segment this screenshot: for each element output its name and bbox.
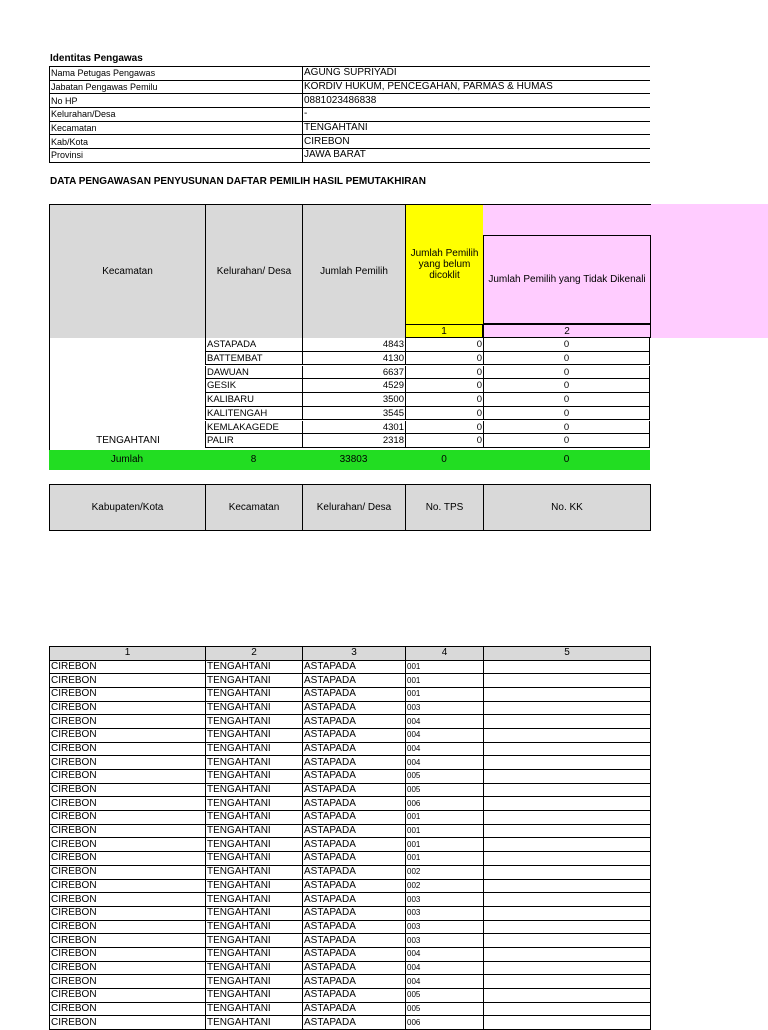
tidak-dikenali-cell: 0: [483, 393, 650, 407]
kab-cell: CIREBON: [50, 879, 206, 893]
kk-cell: [484, 756, 651, 770]
kab-cell: CIREBON: [50, 1002, 206, 1016]
desa-cell: ASTAPADA: [205, 338, 302, 352]
kec-cell: TENGAHTANI: [206, 865, 303, 879]
table-row: [50, 838, 651, 852]
tps-cell: 005: [406, 770, 484, 784]
kk-cell: [484, 947, 651, 961]
desa-cell: DAWUAN: [205, 366, 302, 380]
kab-cell: CIREBON: [50, 756, 206, 770]
detail-header-kk: No. KK: [483, 484, 651, 531]
tps-cell: 004: [406, 947, 484, 961]
identitas-value: AGUNG SUPRIYADI: [303, 67, 651, 81]
table-row: [50, 989, 651, 1003]
desa-cell: ASTAPADA: [303, 893, 406, 907]
tps-cell: 001: [406, 824, 484, 838]
kk-cell: [484, 934, 651, 948]
kec-cell: TENGAHTANI: [206, 783, 303, 797]
kk-cell: [484, 797, 651, 811]
jumlah-pemilih-cell: 4130: [302, 352, 405, 366]
table-row: [50, 961, 651, 975]
jumlah-pemilih-cell: 4301: [302, 421, 405, 435]
kk-cell: [484, 1002, 651, 1016]
desa-cell: ASTAPADA: [303, 975, 406, 989]
kec-cell: TENGAHTANI: [206, 797, 303, 811]
kk-cell: [484, 701, 651, 715]
table-row: [50, 1016, 651, 1030]
kec-cell: TENGAHTANI: [206, 687, 303, 701]
kk-cell: [484, 989, 651, 1003]
kk-cell: [484, 742, 651, 756]
table-row: [50, 701, 651, 715]
tps-cell: 004: [406, 975, 484, 989]
desa-cell: ASTAPADA: [303, 824, 406, 838]
belum-dicoklit-cell: 0: [405, 379, 483, 393]
identitas-row: [50, 94, 651, 108]
tps-cell: 005: [406, 783, 484, 797]
table-row: [50, 797, 651, 811]
tps-cell: 004: [406, 742, 484, 756]
identitas-label: Jabatan Pengawas Pemilu: [50, 80, 303, 94]
kk-cell: [484, 838, 651, 852]
kk-cell: [484, 770, 651, 784]
identitas-value: TENGAHTANI: [303, 121, 651, 135]
kec-cell: TENGAHTANI: [206, 893, 303, 907]
desa-cell: ASTAPADA: [303, 961, 406, 975]
kec-cell: TENGAHTANI: [206, 660, 303, 674]
table-row: [50, 660, 651, 674]
table-row: [50, 674, 651, 688]
desa-cell: ASTAPADA: [303, 797, 406, 811]
kec-cell: TENGAHTANI: [206, 811, 303, 825]
kec-cell: TENGAHTANI: [206, 947, 303, 961]
belum-dicoklit-cell: 0: [405, 421, 483, 435]
kab-cell: CIREBON: [50, 893, 206, 907]
kecamatan-cell: [49, 338, 205, 450]
table-row: [50, 770, 651, 784]
kk-cell: [484, 961, 651, 975]
table-row: [50, 865, 651, 879]
table-row: [50, 742, 651, 756]
desa-cell: ASTAPADA: [303, 674, 406, 688]
kec-cell: TENGAHTANI: [206, 1002, 303, 1016]
desa-cell: ASTAPADA: [303, 838, 406, 852]
tps-cell: 001: [406, 852, 484, 866]
kecamatan-value: TENGAHTANI: [96, 435, 160, 446]
header-top-border: [49, 204, 651, 205]
kab-cell: CIREBON: [50, 1016, 206, 1030]
desa-cell: ASTAPADA: [303, 715, 406, 729]
tps-cell: 006: [406, 1016, 484, 1030]
desa-cell: GESIK: [205, 379, 302, 393]
belum-dicoklit-cell: 0: [405, 434, 483, 448]
kab-cell: CIREBON: [50, 838, 206, 852]
desa-cell: ASTAPADA: [303, 1002, 406, 1016]
kab-cell: CIREBON: [50, 865, 206, 879]
table-row: [50, 811, 651, 825]
desa-cell: KEMLAKAGEDE: [205, 421, 302, 435]
tps-cell: 004: [406, 728, 484, 742]
identitas-value: -: [303, 108, 651, 122]
tps-cell: 001: [406, 687, 484, 701]
kk-cell: [484, 920, 651, 934]
kab-cell: CIREBON: [50, 715, 206, 729]
jumlah-tidak-total: 0: [563, 454, 570, 465]
kk-cell: [484, 783, 651, 797]
tps-cell: 002: [406, 865, 484, 879]
jumlah-desa: 8: [250, 454, 257, 465]
tps-cell: 003: [406, 893, 484, 907]
header-kelurahan: Kelurahan/ Desa: [205, 204, 302, 338]
header-belum-dicoklit: Jumlah Pemilih yang belum dicoklit: [405, 204, 483, 324]
kk-cell: [484, 1016, 651, 1030]
kk-cell: [484, 879, 651, 893]
jumlah-row: [49, 450, 650, 470]
table-row: [50, 975, 651, 989]
table-row: [50, 824, 651, 838]
kec-cell: TENGAHTANI: [206, 852, 303, 866]
detail-header-kab: Kabupaten/Kota: [49, 484, 206, 531]
table-row: [50, 687, 651, 701]
col-number-4: 4: [406, 647, 484, 661]
header-number-2: 2: [483, 324, 651, 338]
desa-cell: ASTAPADA: [303, 728, 406, 742]
desa-cell: ASTAPADA: [303, 770, 406, 784]
kab-cell: CIREBON: [50, 770, 206, 784]
table-row: [50, 728, 651, 742]
col-number-3: 3: [303, 647, 406, 661]
jumlah-pemilih-cell: 6637: [302, 366, 405, 380]
kec-cell: TENGAHTANI: [206, 701, 303, 715]
tps-cell: 004: [406, 961, 484, 975]
kec-cell: TENGAHTANI: [206, 715, 303, 729]
kk-cell: [484, 824, 651, 838]
kec-cell: TENGAHTANI: [206, 920, 303, 934]
jumlah-pemilih-cell: 4529: [302, 379, 405, 393]
belum-dicoklit-cell: 0: [405, 407, 483, 421]
identitas-row: [50, 135, 651, 149]
header-jumlah-pemilih: Jumlah Pemilih: [302, 204, 405, 338]
kec-cell: TENGAHTANI: [206, 975, 303, 989]
kab-cell: CIREBON: [50, 975, 206, 989]
desa-cell: PALIR: [205, 434, 302, 448]
desa-cell: ASTAPADA: [303, 947, 406, 961]
identitas-value: JAWA BARAT: [303, 149, 651, 163]
tps-cell: 001: [406, 838, 484, 852]
desa-cell: KALIBARU: [205, 393, 302, 407]
table-row: [50, 852, 651, 866]
table-row: [50, 756, 651, 770]
detail-header-desa: Kelurahan/ Desa: [302, 484, 406, 531]
jumlah-pemilih-cell: 3500: [302, 393, 405, 407]
kec-cell: TENGAHTANI: [206, 1016, 303, 1030]
desa-cell: ASTAPADA: [303, 783, 406, 797]
kab-cell: CIREBON: [50, 797, 206, 811]
kab-cell: CIREBON: [50, 742, 206, 756]
desa-cell: ASTAPADA: [303, 920, 406, 934]
header-kecamatan: Kecamatan: [49, 204, 205, 338]
desa-cell: ASTAPADA: [303, 811, 406, 825]
identitas-table: [49, 66, 650, 163]
jumlah-pemilih-cell: 4843: [302, 338, 405, 352]
tps-cell: 003: [406, 920, 484, 934]
tps-cell: 004: [406, 715, 484, 729]
desa-cell: ASTAPADA: [303, 852, 406, 866]
tps-cell: 002: [406, 879, 484, 893]
header-number-1: 1: [405, 324, 483, 338]
col-number-1: 1: [50, 647, 206, 661]
identitas-label: Kab/Kota: [50, 135, 303, 149]
kk-cell: [484, 852, 651, 866]
desa-cell: ASTAPADA: [303, 687, 406, 701]
desa-cell: ASTAPADA: [303, 660, 406, 674]
kec-cell: TENGAHTANI: [206, 728, 303, 742]
kab-cell: CIREBON: [50, 934, 206, 948]
desa-cell: ASTAPADA: [303, 906, 406, 920]
identitas-label: No HP: [50, 94, 303, 108]
identitas-label: Kecamatan: [50, 121, 303, 135]
detail-header-kec: Kecamatan: [205, 484, 303, 531]
kk-cell: [484, 811, 651, 825]
table-row: [50, 947, 651, 961]
tps-cell: 003: [406, 701, 484, 715]
desa-cell: KALITENGAH: [205, 407, 302, 421]
kab-cell: CIREBON: [50, 728, 206, 742]
identitas-label: Provinsi: [50, 149, 303, 163]
kab-cell: CIREBON: [50, 920, 206, 934]
kec-cell: TENGAHTANI: [206, 934, 303, 948]
kab-cell: CIREBON: [50, 906, 206, 920]
detail-header-tps: No. TPS: [405, 484, 484, 531]
jumlah-pemilih-total: 33803: [339, 454, 368, 465]
kab-cell: CIREBON: [50, 824, 206, 838]
tps-cell: 003: [406, 934, 484, 948]
tps-cell: 005: [406, 1002, 484, 1016]
kab-cell: CIREBON: [50, 989, 206, 1003]
tidak-dikenali-cell: 0: [483, 366, 650, 380]
header-tidak-dikenali: Jumlah Pemilih yang Tidak Dikenali: [483, 235, 651, 324]
table-row: [50, 879, 651, 893]
kk-cell: [484, 728, 651, 742]
kec-cell: TENGAHTANI: [206, 989, 303, 1003]
desa-cell: ASTAPADA: [303, 934, 406, 948]
kk-cell: [484, 975, 651, 989]
jumlah-pemilih-cell: 3545: [302, 407, 405, 421]
belum-dicoklit-cell: 0: [405, 366, 483, 380]
identitas-row: [50, 149, 651, 163]
kec-cell: TENGAHTANI: [206, 674, 303, 688]
kab-cell: CIREBON: [50, 687, 206, 701]
kab-cell: CIREBON: [50, 947, 206, 961]
kec-cell: TENGAHTANI: [206, 770, 303, 784]
kec-cell: TENGAHTANI: [206, 756, 303, 770]
identitas-row: [50, 108, 651, 122]
kab-cell: CIREBON: [50, 783, 206, 797]
kk-cell: [484, 660, 651, 674]
tps-cell: 004: [406, 756, 484, 770]
kk-cell: [484, 674, 651, 688]
kk-cell: [484, 687, 651, 701]
kec-cell: TENGAHTANI: [206, 742, 303, 756]
kec-cell: TENGAHTANI: [206, 879, 303, 893]
kk-cell: [484, 893, 651, 907]
kab-cell: CIREBON: [50, 674, 206, 688]
identitas-value: 0881023486838: [303, 94, 651, 108]
table-row: [50, 1002, 651, 1016]
identitas-row: [50, 67, 651, 81]
tidak-dikenali-cell: 0: [483, 421, 650, 435]
kab-cell: CIREBON: [50, 811, 206, 825]
desa-cell: ASTAPADA: [303, 742, 406, 756]
tps-cell: 001: [406, 660, 484, 674]
jumlah-label: Jumlah: [110, 454, 144, 465]
identitas-value: KORDIV HUKUM, PENCEGAHAN, PARMAS & HUMAS: [303, 80, 651, 94]
belum-dicoklit-cell: 0: [405, 338, 483, 352]
identitas-label: Nama Petugas Pengawas: [50, 67, 303, 81]
col-number-2: 2: [206, 647, 303, 661]
kab-cell: CIREBON: [50, 660, 206, 674]
jumlah-pemilih-cell: 2318: [302, 434, 405, 448]
belum-dicoklit-cell: 0: [405, 352, 483, 366]
kk-cell: [484, 715, 651, 729]
tps-cell: 005: [406, 989, 484, 1003]
kec-cell: TENGAHTANI: [206, 961, 303, 975]
kec-cell: TENGAHTANI: [206, 838, 303, 852]
table-row: [50, 906, 651, 920]
table-row: [50, 783, 651, 797]
col-number-5: 5: [484, 647, 651, 661]
tidak-dikenali-cell: 0: [483, 338, 650, 352]
kab-cell: CIREBON: [50, 961, 206, 975]
desa-cell: ASTAPADA: [303, 701, 406, 715]
tps-cell: 001: [406, 674, 484, 688]
identitas-value: CIREBON: [303, 135, 651, 149]
tidak-dikenali-cell: 0: [483, 379, 650, 393]
kk-cell: [484, 906, 651, 920]
desa-cell: ASTAPADA: [303, 989, 406, 1003]
desa-cell: ASTAPADA: [303, 865, 406, 879]
tps-cell: 006: [406, 797, 484, 811]
kab-cell: CIREBON: [50, 701, 206, 715]
kec-cell: TENGAHTANI: [206, 824, 303, 838]
belum-dicoklit-cell: 0: [405, 393, 483, 407]
table-row: [50, 893, 651, 907]
desa-cell: ASTAPADA: [303, 756, 406, 770]
table-row: [50, 934, 651, 948]
tps-cell: 001: [406, 811, 484, 825]
identitas-row: [50, 121, 651, 135]
desa-cell: BATTEMBAT: [205, 352, 302, 366]
desa-cell: ASTAPADA: [303, 1016, 406, 1030]
section-title: DATA PENGAWASAN PENYUSUNAN DAFTAR PEMILIH HASIL PEMUTAKHIRAN: [50, 176, 426, 187]
tidak-dikenali-cell: 0: [483, 352, 650, 366]
tidak-dikenali-cell: 0: [483, 407, 650, 421]
kec-cell: TENGAHTANI: [206, 906, 303, 920]
table-row: [50, 920, 651, 934]
tps-cell: 003: [406, 906, 484, 920]
kk-cell: [484, 865, 651, 879]
identitas-row: [50, 80, 651, 94]
table-row: [50, 715, 651, 729]
kab-cell: CIREBON: [50, 852, 206, 866]
identitas-label: Kelurahan/Desa: [50, 108, 303, 122]
identitas-title: Identitas Pengawas: [50, 53, 143, 64]
tidak-dikenali-cell: 0: [483, 434, 650, 448]
desa-cell: ASTAPADA: [303, 879, 406, 893]
jumlah-belum-total: 0: [441, 454, 447, 465]
detail-table: [49, 646, 651, 1030]
detail-number-row: [50, 647, 651, 661]
